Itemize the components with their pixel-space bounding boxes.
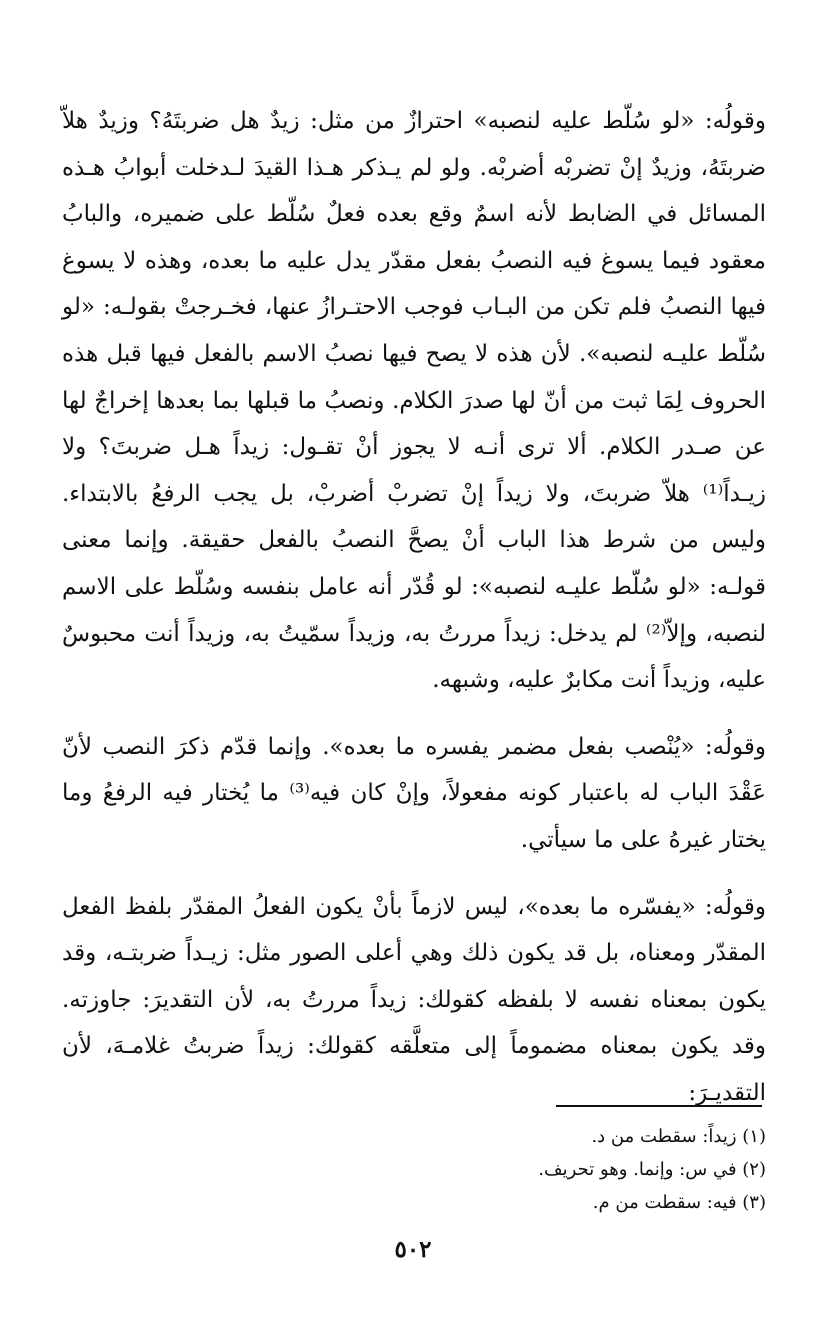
paragraph: وقولُه: «لو سُلّط عليه لنصبه» احترازٌ من مثل: زيدٌ هل ضربتَهُ؟ وزيدٌ هلاّ ضربتَهُ، وزيدٌ إنْ تضربْه أضربْه. ولو لم يـذكر هـذا القيدَ لـدخلت أبوابُ هـذه المسائل في الضابط لأنه اسمٌ وقع بعده فعلٌ سُلّط على ضميره، والبابُ معقود فيما يسوغ فيه النصبُ بفعل مقدّر يدل عليه ما بعده، وهذه لا يسوغ فيها النصبُ فلم تكن من البـاب فوجب الاحتـرازُ عنها، فخـرجتْ بقولـه: «لو سُلّط عليـه لنصبه». لأن هذه لا يصح فيها نصبُ الاسم بالفعل فيها قبل هذه الحروف لِمَا ثبت من أنّ لها صدرَ الكلام. ونصبُ ما قبلها بما بعدها إخراجٌ لها عن صـدر الكلام. ألا ترى أنـه لا يجوز أنْ تقـول: زيداً هـل ضربتَ؟ ولا زيـداً⁽¹⁾ هلاّ ضربتَ، ولا زيداً إنْ تضربْ أضربْ، بل يجب الرفعُ بالابتداء. وليس من شرط هذا الباب أنْ يصحَّ النصبُ بالفعل حقيقة. وإنما معنى قولـه: «لو سُلّط عليـه لنصبه»: لو قُدّر أنه عامل بنفسه وسُلّط على الاسم لنصبه، وإلاّ⁽²⁾ لم يدخل: زيداً مررتُ به، وزيداً سمّيتُ به، وزيداً أنت محبوسٌ عليه، وزيداً أنت مكابرٌ عليه، وشبهه. xyxy=(62,108,766,694)
footnotes xyxy=(62,1120,766,1219)
footnote: (١) زيداً: سقطت من د. xyxy=(591,1126,766,1147)
footnote-divider xyxy=(556,1105,762,1107)
footnote: (٢) في س: وإنما. وهو تحريف. xyxy=(538,1159,766,1180)
paragraph: وقولُه: «يفسّره ما بعده»، ليس لازماً بأنْ يكون الفعلُ المقدّر بلفظ الفعل المقدّر ومعناه، بل قد يكون ذلك وهي أعلى الصور مثل: زيـداً ضربتـه، وقد يكون بمعناه نفسه لا بلفظه كقولك: زيداً مررتُ به، لأن التقديرَ: جاوزته. وقد يكون بمعناه مضموماً إلى متعلَّقه كقولك: زيداً ضربتُ غلامـهَ، لأن التقديـرَ: xyxy=(62,893,766,1106)
paragraph: وقولُه: «يُنْصب بفعل مضمر يفسره ما بعده». وإنما قدّم ذكرَ النصب لأنّ عَقْدَ الباب له باعتبار كونه مفعولاً، وإنْ كان فيه⁽³⁾ ما يُختار فيه الرفعُ وما يختار غيرهُ على ما سيأتي. xyxy=(62,733,766,853)
page-number: ٥٠٢ xyxy=(394,1236,432,1263)
main-text xyxy=(62,98,766,1116)
footnote: (٣) فيه: سقطت من م. xyxy=(592,1192,766,1213)
